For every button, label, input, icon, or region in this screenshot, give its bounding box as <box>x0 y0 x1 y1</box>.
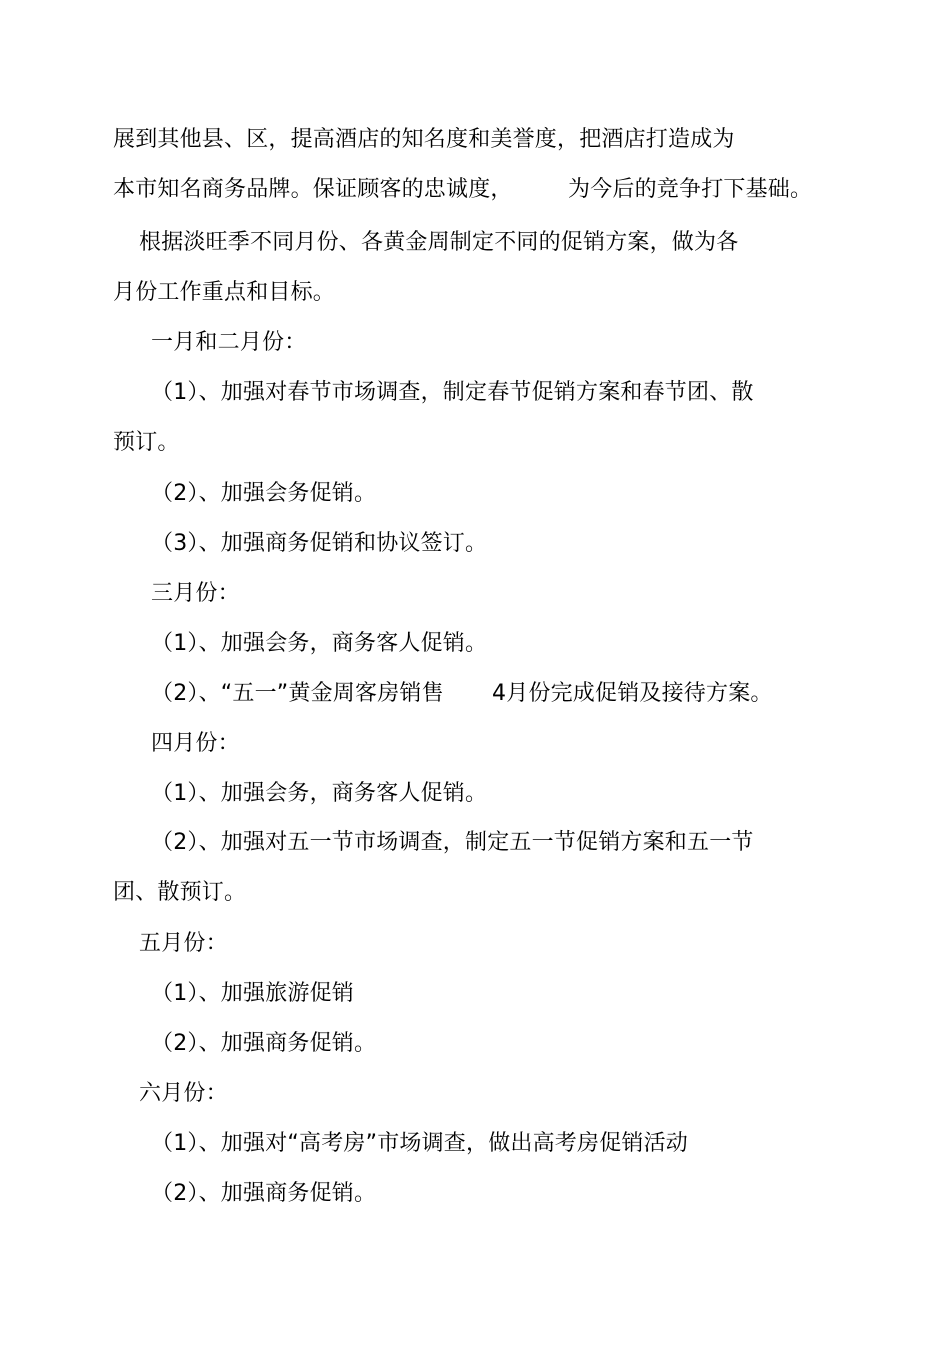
list-item-continuation: 4月份完成促销及接待方案。 <box>492 681 773 706</box>
list-item: （2）、加强商务促销。 <box>151 1181 377 1206</box>
list-item: （1）、加强对“高考房”市场调查，做出高考房促销活动 <box>151 1131 688 1156</box>
section-heading: 四月份： <box>151 731 240 756</box>
list-item: （3）、加强商务促销和协议签订。 <box>151 531 488 556</box>
list-item: （2）、加强会务促销。 <box>151 481 377 506</box>
list-item: （2）、“五一”黄金周客房销售 <box>151 681 444 706</box>
text-line: 本市知名商务品牌。保证顾客的忠诚度， <box>113 177 513 202</box>
list-item: （1）、加强对春节市场调查，制定春节促销方案和春节团、散 <box>151 380 754 405</box>
section-heading: 六月份： <box>139 1081 228 1106</box>
section-heading: 五月份： <box>139 931 228 956</box>
text-line: 展到其他县、区，提高酒店的知名度和美誉度，把酒店打造成为 <box>113 127 735 152</box>
list-item: （1）、加强旅游促销 <box>151 981 354 1006</box>
paragraph-first-line: 根据淡旺季不同月份、各黄金周制定不同的促销方案，做为各 <box>139 230 739 255</box>
text-line: 月份工作重点和目标。 <box>113 280 336 305</box>
list-item: （1）、加强会务，商务客人促销。 <box>151 631 488 656</box>
list-item-continuation: 团、散预订。 <box>113 880 247 905</box>
list-item-continuation: 预订。 <box>113 430 180 455</box>
list-item: （1）、加强会务，商务客人促销。 <box>151 781 488 806</box>
text-line-continuation: 为今后的竞争打下基础。 <box>568 177 813 202</box>
list-item: （2）、加强商务促销。 <box>151 1031 377 1056</box>
section-heading: 一月和二月份： <box>151 330 307 355</box>
section-heading: 三月份： <box>151 581 240 606</box>
list-item: （2）、加强对五一节市场调查，制定五一节促销方案和五一节 <box>151 830 754 855</box>
